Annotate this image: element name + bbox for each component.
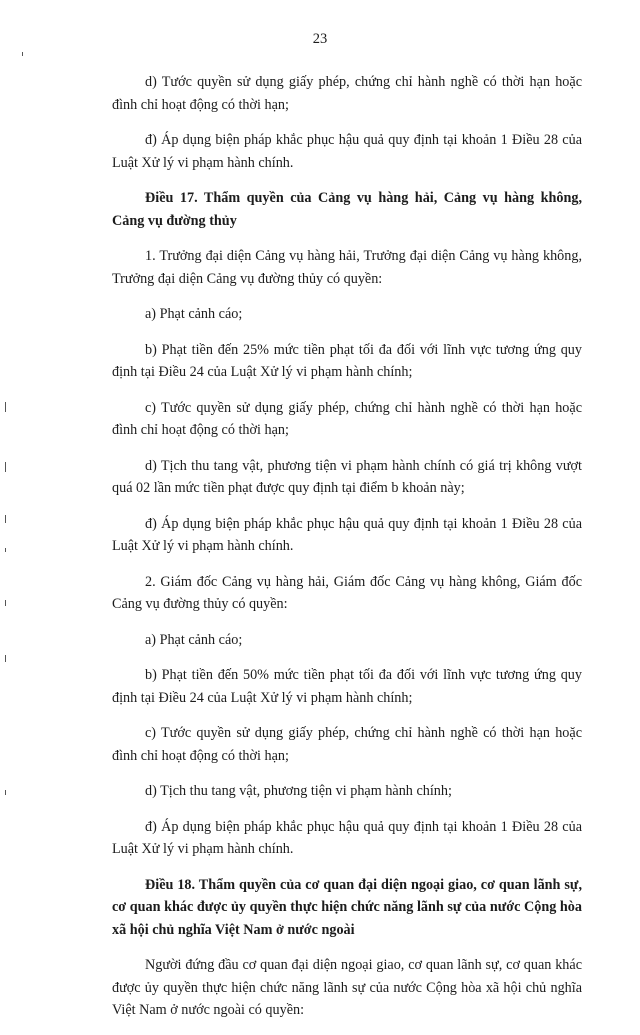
article-17-1-a: a) Phạt cảnh cáo; bbox=[145, 306, 243, 322]
article-17-item-2: 2. Giám đốc Cảng vụ hàng hải, Giám đốc Cảng vụ hàng không, Giám đốc Cảng vụ đường thủy có quyền: bbox=[112, 573, 582, 612]
scan-mark bbox=[5, 548, 6, 552]
scan-mark bbox=[22, 52, 23, 56]
article-17-2-d: d) Tịch thu tang vật, phương tiện vi phạm hành chính; bbox=[145, 783, 452, 799]
article-17-heading: Điều 17. Thẩm quyền của Cảng vụ hàng hải, Cảng vụ hàng không, Cảng vụ đường thủy bbox=[112, 190, 582, 229]
article-18-intro: Người đứng đầu cơ quan đại diện ngoại giao, cơ quan lãnh sự, cơ quan khác được ủy quyền thực hiện chức năng lãnh sự của nước Cộng hòa xã hội chủ nghĩa Việt Nam ở nước ngoài có quyền: bbox=[112, 957, 582, 1018]
scan-mark bbox=[5, 600, 6, 606]
document-body bbox=[112, 71, 582, 1035]
scan-mark bbox=[5, 655, 6, 662]
page-number: 23 bbox=[312, 31, 328, 47]
article-17-1-c: c) Tước quyền sử dụng giấy phép, chứng chỉ hành nghề có thời hạn hoặc đình chỉ hoạt động có thời hạn; bbox=[112, 399, 582, 438]
article-17-1-dd: đ) Áp dụng biện pháp khắc phục hậu quả quy định tại khoản 1 Điều 28 của Luật Xử lý vi phạm hành chính. bbox=[112, 515, 582, 554]
scan-mark bbox=[5, 462, 6, 472]
article-17-2-a: a) Phạt cảnh cáo; bbox=[145, 631, 243, 648]
article-18-heading: Điều 18. Thẩm quyền của cơ quan đại diện ngoại giao, cơ quan lãnh sự, cơ quan khác được ủy quyền thực hiện chức năng lãnh sự của nước Cộng hòa xã hội chủ nghĩa Việt Nam ở nước ngoài bbox=[112, 876, 582, 938]
scan-mark bbox=[5, 790, 6, 795]
clause-d-suspend-license: d) Tước quyền sử dụng giấy phép, chứng chỉ hành nghề có thời hạn hoặc đình chỉ hoạt động có thời hạn; bbox=[112, 74, 582, 113]
article-17-2-c: c) Tước quyền sử dụng giấy phép, chứng chỉ hành nghề có thời hạn hoặc đình chỉ hoạt động có thời hạn; bbox=[112, 725, 582, 764]
article-17-1-b: b) Phạt tiền đến 25% mức tiền phạt tối đa đối với lĩnh vực tương ứng quy định tại Điều 24 của Luật Xử lý vi phạm hành chính; bbox=[112, 341, 582, 380]
article-17-2-dd: đ) Áp dụng biện pháp khắc phục hậu quả quy định tại khoản 1 Điều 28 của Luật Xử lý vi phạm hành chính. bbox=[112, 818, 582, 857]
clause-dd-remedial-measures: đ) Áp dụng biện pháp khắc phục hậu quả quy định tại khoản 1 Điều 28 của Luật Xử lý vi phạm hành chính. bbox=[112, 132, 582, 171]
scan-mark bbox=[5, 402, 6, 412]
scan-mark bbox=[5, 515, 6, 523]
article-17-2-b: b) Phạt tiền đến 50% mức tiền phạt tối đa đối với lĩnh vực tương ứng quy định tại Điều 24 của Luật Xử lý vi phạm hành chính; bbox=[112, 667, 582, 706]
article-17-1-d: d) Tịch thu tang vật, phương tiện vi phạm hành chính có giá trị không vượt quá 02 lần mức tiền phạt được quy định tại điểm b khoản này; bbox=[112, 457, 582, 496]
article-17-item-1: 1. Trưởng đại diện Cảng vụ hàng hải, Trưởng đại diện Cảng vụ hàng không, Trưởng đại diện Cảng vụ đường thủy có quyền: bbox=[112, 248, 582, 287]
